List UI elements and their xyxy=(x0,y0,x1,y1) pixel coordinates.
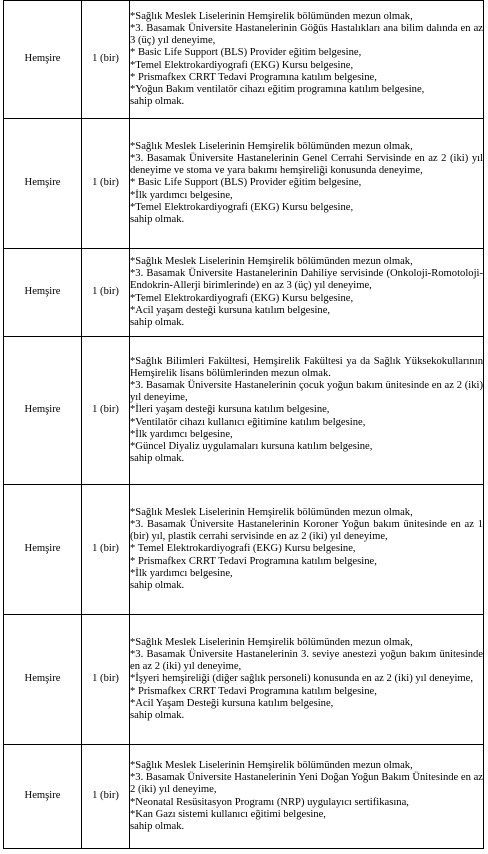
requirement-line: *3. Basamak Üniversite Hastanelerinin çocuk yoğun bakım ünitesinde en az 2 (iki) yıl deneyime, xyxy=(130,380,483,404)
requirement-line: sahip olmak. xyxy=(130,452,185,464)
table-row xyxy=(4,745,484,849)
position-title: Hemşire xyxy=(4,1,82,119)
requirement-line: *Sağlık Meslek Liselerinin Hemşirelik bölümünden mezun olmak, xyxy=(130,11,413,23)
table-row xyxy=(4,119,484,249)
requirement-line: *3. Basamak Üniversite Hastanelerinin Göğüs Hastalıkları ana bilim dalında en az 3 (üç) yıl deneyime, xyxy=(130,23,483,47)
position-count: 1 (bir) xyxy=(82,485,130,615)
position-title: Hemşire xyxy=(4,485,82,615)
requirements-table xyxy=(3,0,484,849)
position-count: 1 (bir) xyxy=(82,337,130,485)
requirement-line: sahip olmak. xyxy=(130,820,185,832)
requirement-line: * Basic Life Support (BLS) Provider eğitim belgesine, xyxy=(130,177,362,189)
requirement-line: *3. Basamak Üniversite Hastanelerinin Dahiliye servisinde (Onkoloji-Romotoloji-Endokrin-Allerji birimlerinde) en az 3 (üç) yıl deneyime, xyxy=(130,268,483,292)
requirement-line: *İlk yardımcı belgesine, xyxy=(130,189,233,201)
position-title: Hemşire xyxy=(4,745,82,849)
requirement-line: *3. Basamak Üniversite Hastanelerinin Koroner Yoğun bakım ünitesinde en az 1 (bir) yıl, plastik cerrahi servisinde en az 2 (iki) yıl deneyime, xyxy=(130,519,483,543)
requirement-line: *Yoğun Bakım ventilatör cihazı eğitim programına katılım belgesine, xyxy=(130,83,425,95)
table-row xyxy=(4,337,484,485)
position-count: 1 (bir) xyxy=(82,1,130,119)
table-row xyxy=(4,615,484,745)
requirement-line: * Basic Life Support (BLS) Provider eğitim belgesine, xyxy=(130,47,362,59)
position-count: 1 (bir) xyxy=(82,745,130,849)
requirements-cell xyxy=(130,745,484,849)
requirement-line: sahip olmak. xyxy=(130,579,185,591)
requirement-line: sahip olmak. xyxy=(130,316,185,328)
requirements-cell xyxy=(130,249,484,337)
requirement-line: *Temel Elektrokardiyografi (EKG) Kursu belgesine, xyxy=(130,292,354,304)
requirement-line: *İlk yardımcı belgesine, xyxy=(130,428,233,440)
requirement-line: *Sağlık Meslek Liselerinin Hemşirelik bölümünden mezun olmak, xyxy=(130,637,413,649)
requirement-line: *Sağlık Meslek Liselerinin Hemşirelik bölümünden mezun olmak, xyxy=(130,507,413,519)
requirement-line: sahip olmak. xyxy=(130,95,185,107)
requirement-line: sahip olmak. xyxy=(130,213,185,225)
position-count: 1 (bir) xyxy=(82,119,130,249)
requirement-line: *Kan Gazı sistemi kullanıcı eğitimi belgesine, xyxy=(130,808,326,820)
position-count: 1 (bir) xyxy=(82,615,130,745)
requirements-cell xyxy=(130,485,484,615)
requirement-line: * Prismafkex CRRT Tedavi Programına katılım belgesine, xyxy=(130,685,377,697)
table-row xyxy=(4,485,484,615)
requirement-line: *Güncel Diyaliz uygulamaları kursuna katılım belgesine, xyxy=(130,440,373,452)
requirement-line: * Temel Elektrokardiyografi (EKG) Kursu belgesine, xyxy=(130,543,356,555)
position-title: Hemşire xyxy=(4,337,82,485)
requirements-cell xyxy=(130,1,484,119)
requirement-line: * Prismafkex CRRT Tedavi Programına katılım belgesine, xyxy=(130,555,377,567)
requirement-line: *3. Basamak Üniversite Hastanelerinin 3. seviye anestezi yoğun bakım ünitesinde en az 2 (iki) yıl deneyime, xyxy=(130,649,483,673)
requirements-cell xyxy=(130,119,484,249)
requirement-line: sahip olmak. xyxy=(130,709,185,721)
requirement-line: *Sağlık Bilimleri Fakültesi, Hemşirelik Fakültesi ya da Sağlık Yüksekokullarının Hemşirelik lisans bölümlerinden mezun olmak. xyxy=(130,356,483,380)
requirement-line: *İşyeri hemşireliği (diğer sağlık personeli) konusunda en az 2 (iki) yıl deneyime, xyxy=(130,673,474,685)
position-count: 1 (bir) xyxy=(82,249,130,337)
requirement-line: *Temel Elektrokardiyografi (EKG) Kursu belgesine, xyxy=(130,59,354,71)
requirement-line: *Temel Elektrokardiyografi (EKG) Kursu belgesine, xyxy=(130,201,354,213)
requirement-line: *3. Basamak Üniversite Hastanelerinin Yeni Doğan Yoğun Bakım Ünitesinde en az 2 (iki) yıl deneyime, xyxy=(130,772,483,796)
position-title: Hemşire xyxy=(4,119,82,249)
requirements-cell xyxy=(130,615,484,745)
requirement-line: *İlk yardımcı belgesine, xyxy=(130,567,233,579)
requirement-line: *İleri yaşam desteği kursuna katılım belgesine, xyxy=(130,404,330,416)
requirement-line: *Sağlık Meslek Liselerinin Hemşirelik bölümünden mezun olmak, xyxy=(130,141,413,153)
requirement-line: *Acil Yaşam Desteği kursuna katılım belgesine, xyxy=(130,697,334,709)
position-title: Hemşire xyxy=(4,249,82,337)
table-row xyxy=(4,1,484,119)
requirement-line: *Sağlık Meslek Liselerinin Hemşirelik bölümünden mezun olmak, xyxy=(130,256,413,268)
requirements-body xyxy=(4,1,484,849)
requirements-cell xyxy=(130,337,484,485)
requirement-line: *3. Basamak Üniversite Hastanelerinin Genel Cerrahi Servisinde en az 2 (iki) yıl deneyime ve stoma ve yara bakımı hemşireliği konusunda deneyime, xyxy=(130,153,483,177)
requirement-line: * Prismafkex CRRT Tedavi Programına katılım belgesine, xyxy=(130,71,377,83)
position-title: Hemşire xyxy=(4,615,82,745)
table-row xyxy=(4,249,484,337)
requirement-line: *Acil yaşam desteği kursuna katılım belgesine, xyxy=(130,304,331,316)
requirement-line: *Ventilatör cihazı kullanıcı eğitimine katılım belgesine, xyxy=(130,416,366,428)
requirement-line: *Neonatal Resüsitasyon Programı (NRP) uygulayıcı sertifikasına, xyxy=(130,796,409,808)
requirement-line: *Sağlık Meslek Liselerinin Hemşirelik bölümünden mezun olmak, xyxy=(130,760,413,772)
